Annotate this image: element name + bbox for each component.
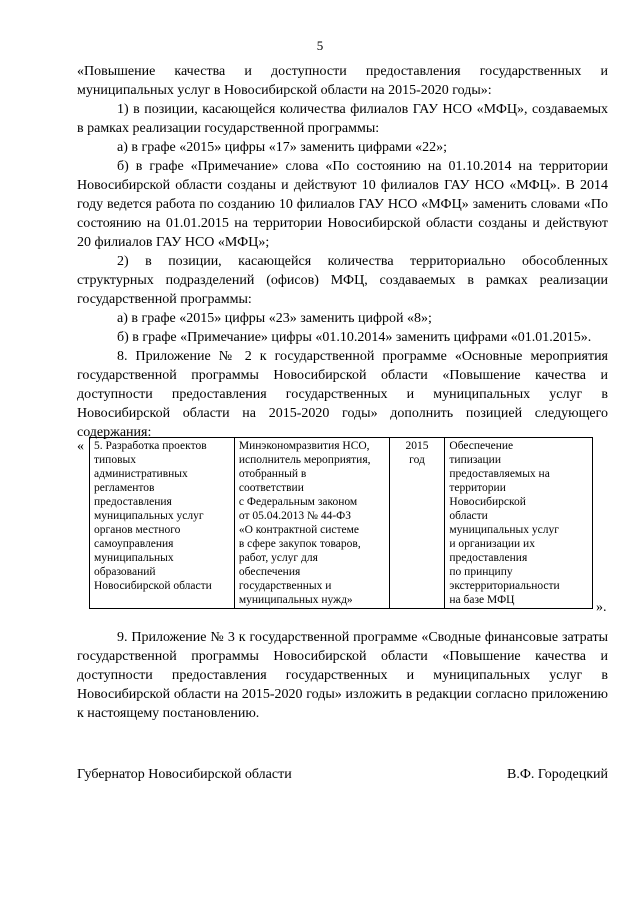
inserted-position-table <box>89 437 593 609</box>
table-row <box>90 438 593 609</box>
body-text-continued <box>77 628 608 723</box>
paragraph-item-1b: б) в графе «Примечание» слова «По состоянию на 01.10.2014 на территории Новосибирской области созданы и действуют 10 филиалов ГАУ НСО «МФЦ». В 2014 году ведется работа по созданию 10 филиалов ГАУ НСО «МФЦ» заменить словами «По состоянию на 01.01.2015 на территории Новосибирской области созданы и действуют 20 филиалов ГАУ НСО «МФЦ»; <box>77 159 608 250</box>
cell-executor: Минэкономразвития НСО, исполнитель мероприятия, отобранный в соответствии с Федеральным законом от 05.04.2013 № 44-ФЗ «О контрактной системе в сфере закупок товаров, работ, услуг для обеспечения государственных и муниципальных нужд» <box>234 438 389 609</box>
page-number: 5 <box>316 38 324 53</box>
signature-name: В.Ф. Городецкий <box>507 767 608 782</box>
paragraph-item-8: 8. Приложение № 2 к государственной программе «Основные мероприятия государственной программы Новосибирской области «Повышение качества и доступности предоставления государственных и муниципальных услуг в Новосибирской области на 2015-2020 годы» дополнить позицией следующего содержания: <box>77 349 608 440</box>
paragraph-program-title: «Повышение качества и доступности предоставления государственных и муниципальных услуг в Новосибирской области на 2015-2020 годы»: <box>77 64 608 98</box>
cell-activity: 5. Разработка проектов типовых административных регламентов предоставления муниципальных услуг органов местного самоуправления муниципальных образований Новосибирской области <box>90 438 235 609</box>
cell-period: 2015 год <box>389 438 445 609</box>
paragraph-item-1a: а) в графе «2015» цифры «17» заменить цифрами «22»; <box>117 140 448 155</box>
table-open-quote: « <box>77 439 84 454</box>
paragraph-item-9: 9. Приложение № 3 к государственной программе «Сводные финансовые затраты государственной программы Новосибирской области «Повышение качества и доступности предоставления государственных и муниципальных услуг в Новосибирской области на 2015-2020 годы» изложить в редакции согласно приложению к настоящему постановлению. <box>77 630 608 721</box>
signature-position: Губернатор Новосибирской области <box>77 767 292 782</box>
paragraph-item-2: 2) в позиции, касающейся количества территориально обособленных структурных подразделений (офисов) МФЦ, создаваемых в рамках реализации государственной программы: <box>77 254 608 307</box>
paragraph-item-2a: а) в графе «2015» цифры «23» заменить цифрой «8»; <box>117 311 432 326</box>
paragraph-item-1: 1) в позиции, касающейся количества филиалов ГАУ НСО «МФЦ», создаваемых в рамках реализации государственной программы: <box>77 102 608 136</box>
cell-result: Обеспечение типизации предоставляемых на территории Новосибирской области муниципальных услуг и организации их предоставления по принципу экстерриториальности на базе МФЦ <box>445 438 593 609</box>
table-close-quote: ». <box>596 600 607 615</box>
paragraph-item-2b: б) в графе «Примечание» цифры «01.10.2014» заменить цифрами «01.01.2015». <box>117 330 592 345</box>
body-text <box>77 62 608 442</box>
